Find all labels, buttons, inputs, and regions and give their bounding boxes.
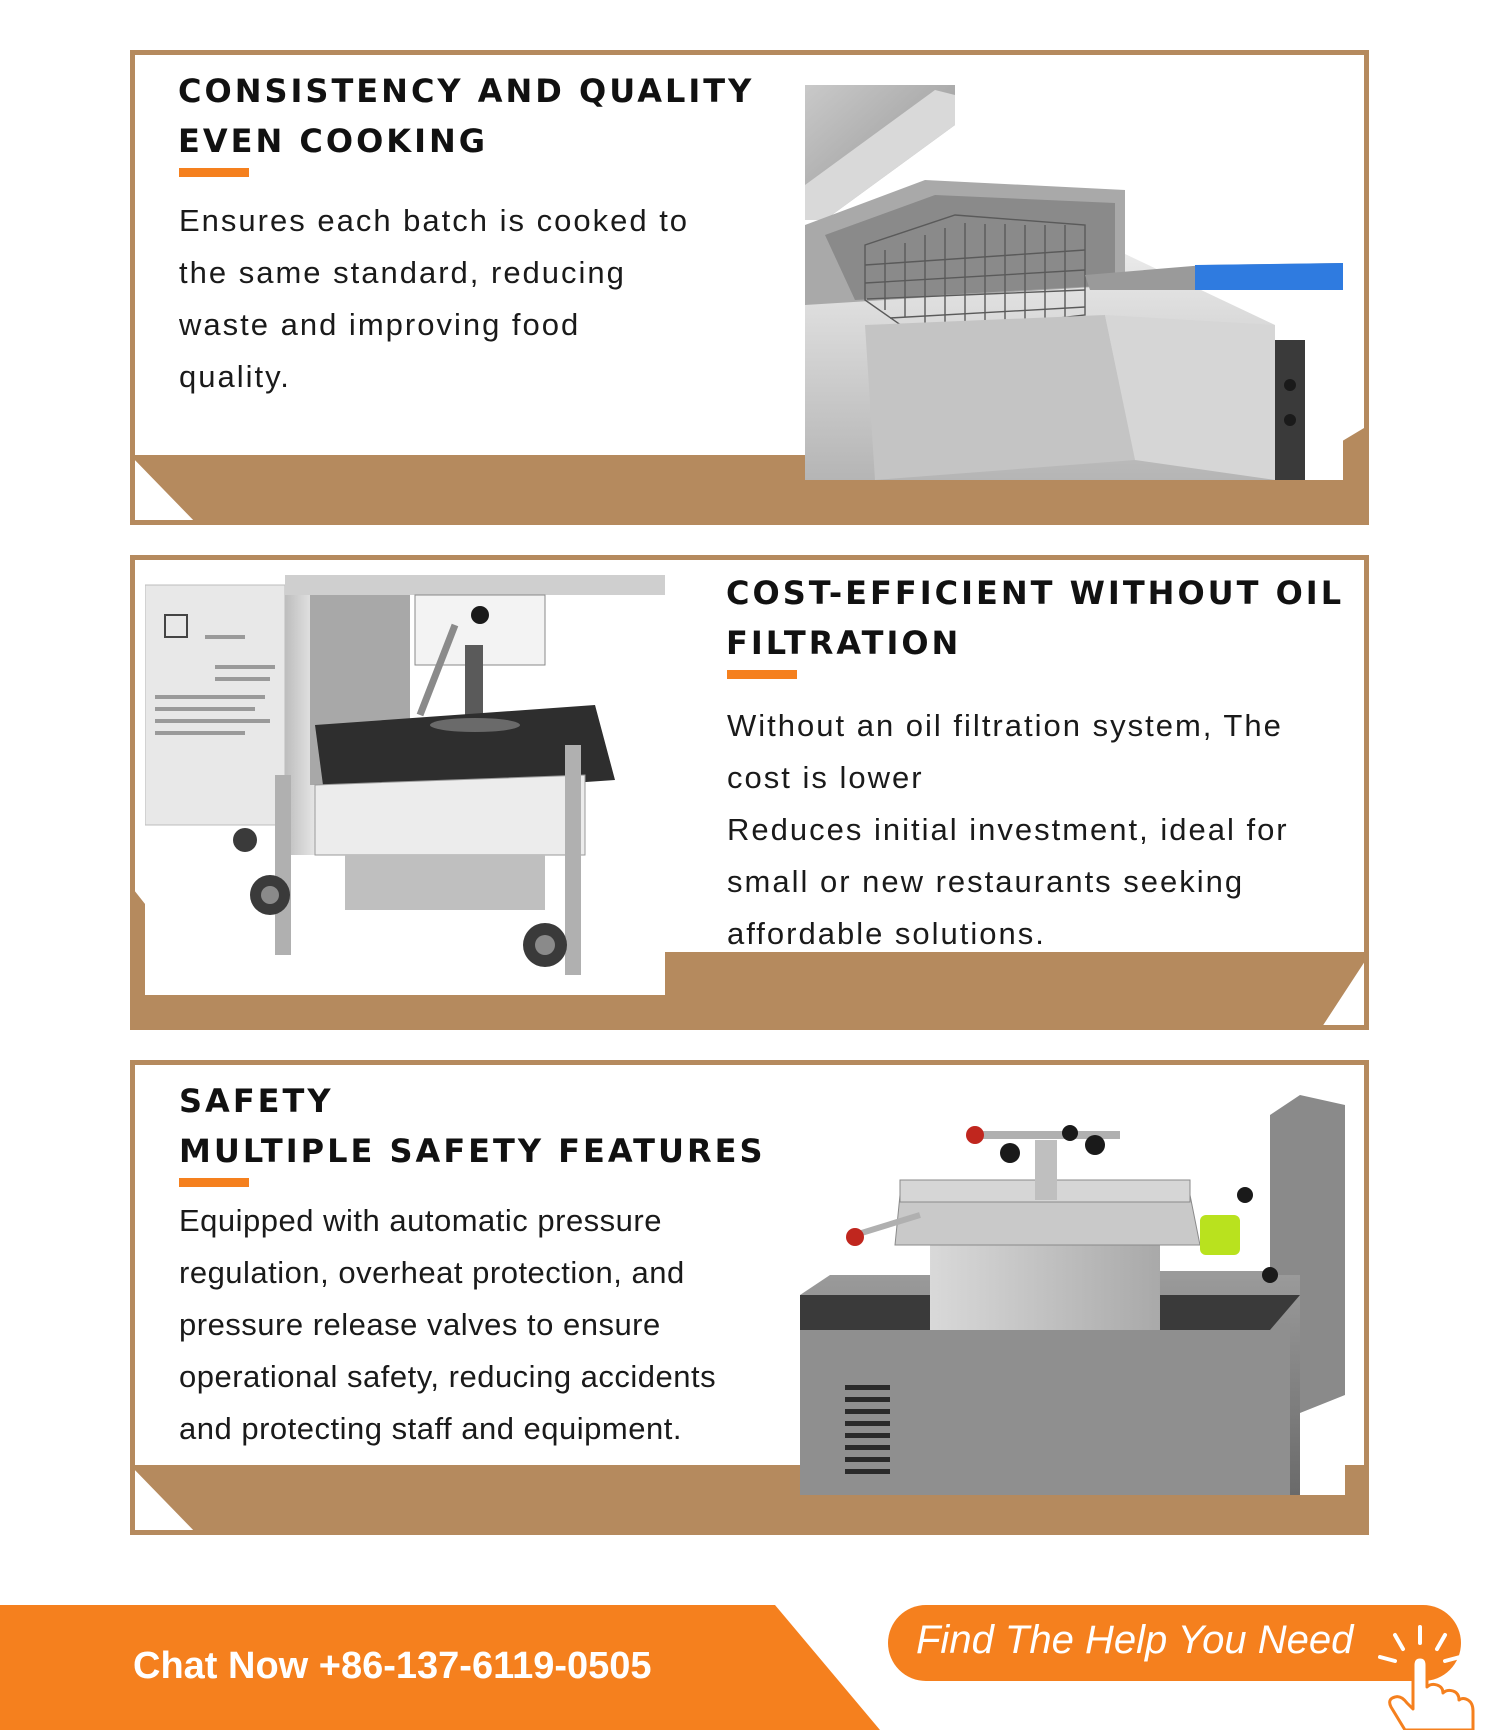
chat-now-button[interactable] [0,1605,880,1730]
fryer-basket-photo [805,85,1343,480]
pressure-fryer-photo [800,1095,1345,1495]
section-title: COST-EFFICIENT WITHOUT OIL FILTRATION [726,574,1345,662]
pointing-hand-icon [1365,1625,1485,1730]
feature-card-safety [130,1060,1369,1535]
section-description: Ensures each batch is cooked to the same standard, reducing waste and improving food quality. [179,203,690,394]
title-underline [727,670,797,679]
section-title: SAFETY MULTIPLE SAFETY FEATURES [179,1082,766,1170]
section-title: CONSISTENCY AND QUALITY EVEN COOKING [178,72,755,160]
find-help-label: Find The Help You Need [916,1618,1354,1662]
feature-card-consistency [130,50,1369,525]
section-description: Equipped with automatic pressure regulation, overheat protection, and pressure release valves to ensure operational safety, reducing accidents and protecting staff and equipment. [179,1203,717,1446]
chat-now-label: Chat Now +86-137-6119-0505 [133,1645,652,1687]
feature-card-cost [130,555,1369,1030]
title-underline [179,168,249,177]
section-description: Without an oil filtration system, The cost is lower Reduces initial investment, ideal for small or new restaurants seeking affordable solutions. [727,708,1289,951]
title-underline [179,1178,249,1187]
oil-drain-cabinet-photo [145,575,665,995]
contact-footer [0,1605,1500,1730]
